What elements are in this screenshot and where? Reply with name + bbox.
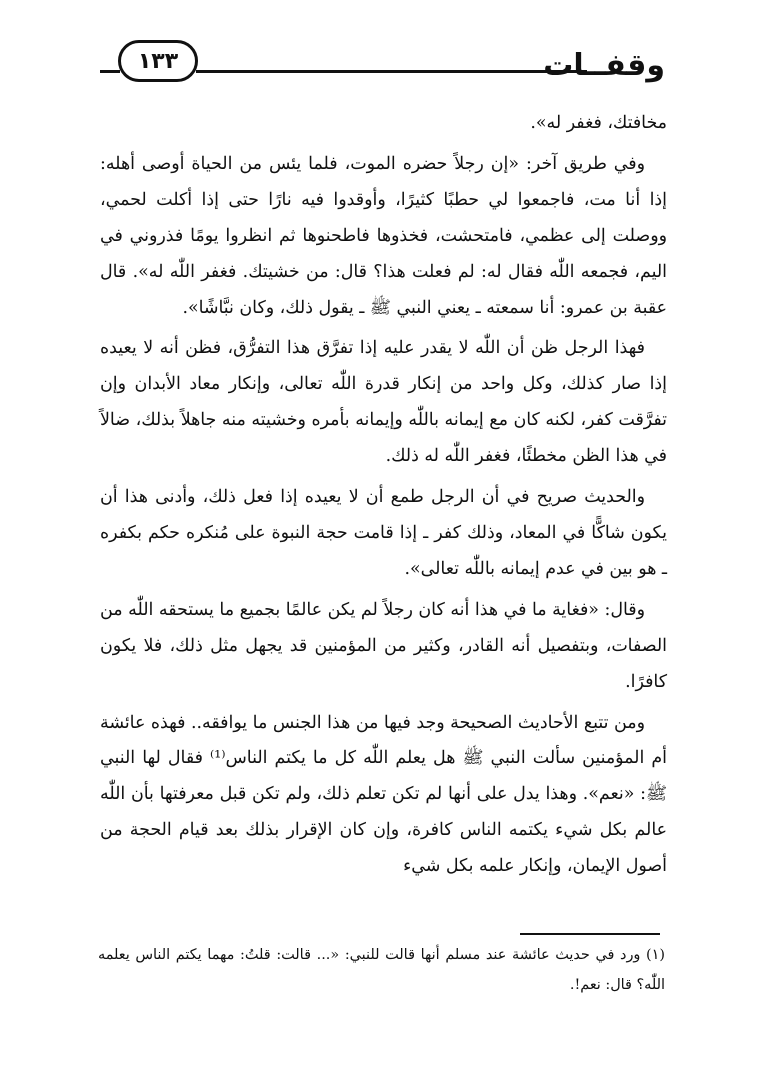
- paragraph: ومن تتبع الأحاديث الصحيحة وجد فيها من هذا الجنس ما يوافقه.. فهذه عائشة أم المؤمنين سألت النبي ﷺ هل يعلم اللّٰه كل ما يكتم الناس⁽¹⁾ فقال لها النبي ﷺ: «نعم». وهذا يدل على أنها لم تكن تعلم ذلك، ولم تكن قبل معرفتها بأن اللّٰه عالم بكل شيء يكتمه الناس كافرة، وإن كان الإقرار بذلك بعد قيام الحجة من أصول الإيمان، وإنكار علمه بكل شيء: [100, 712, 667, 877]
- header-rule: [196, 70, 587, 73]
- paragraph: فهذا الرجل ظن أن اللّٰه لا يقدر عليه إذا تفرَّق هذا التفرُّق، فظن أنه لا يعيده إذا صار كذلك، وكل واحد من إنكار قدرة اللّٰه تعالى، وإنكار معاد الأبدان وإن تفرَّقت كفر، لكنه كان مع إيمانه باللّٰه وإيمانه بأمره وخشيته منه جاهلاً بذلك، ضالاً في هذا الظن مخطئًا، فغفر اللّٰه له ذلك.: [100, 338, 667, 467]
- paragraph: وفي طريق آخر: «إن رجلاً حضره الموت، فلما يئس من الحياة أوصى أهله: إذا أنا مت، فاجمعوا لي حطبًا كثيرًا، وأوقدوا فيه نارًا حتى إذا أكلت لحمي، ووصلت إلى عظمي، فامتحشت، فخذوها فاطحنوها ثم انظروا يومًا فذروني في اليم، فجمعه اللّٰه فقال له: لم فعلت هذا؟ قال: من خشيتك. فغفر اللّٰه له». قال عقبة بن عمرو: أنا سمعته ـ يعني النبي ﷺ ـ يقول ذلك، وكان نبَّاشًا».: [100, 153, 667, 318]
- footnote-separator: [520, 933, 660, 935]
- body-text: [100, 106, 667, 890]
- paragraph: مخافتك، فغفر له».: [530, 113, 667, 133]
- paragraph: والحديث صريح في أن الرجل طمع أن لا يعيده إذا فعل ذلك، وأدنى هذا أن يكون شاكًّا في المعاد، وذلك كفر ـ إذا قامت حجة النبوة على مُنكره حكم بكفره ـ هو بين في عدم إيمانه باللّٰه تعالى».: [100, 487, 667, 579]
- footnotes: [98, 940, 665, 1000]
- running-head: وقفــات: [543, 48, 665, 83]
- page-number: ١٣٣: [118, 40, 198, 82]
- paragraph: وقال: «فغاية ما في هذا أنه كان رجلاً لم يكن عالمًا بجميع ما يستحقه اللّٰه من الصفات، وبتفصيل أنه القادر، وكثير من المؤمنين قد يجهل مثل ذلك، فلا يكون كافرًا.: [100, 599, 667, 692]
- footnote: (١) ورد في حديث عائشة عند مسلم أنها قالت للنبي: «... قالت: قلتُ: مهما يكتم الناس يعلمه اللّٰه؟ قال: نعم!.: [98, 947, 665, 993]
- header-rule-end: [100, 70, 120, 73]
